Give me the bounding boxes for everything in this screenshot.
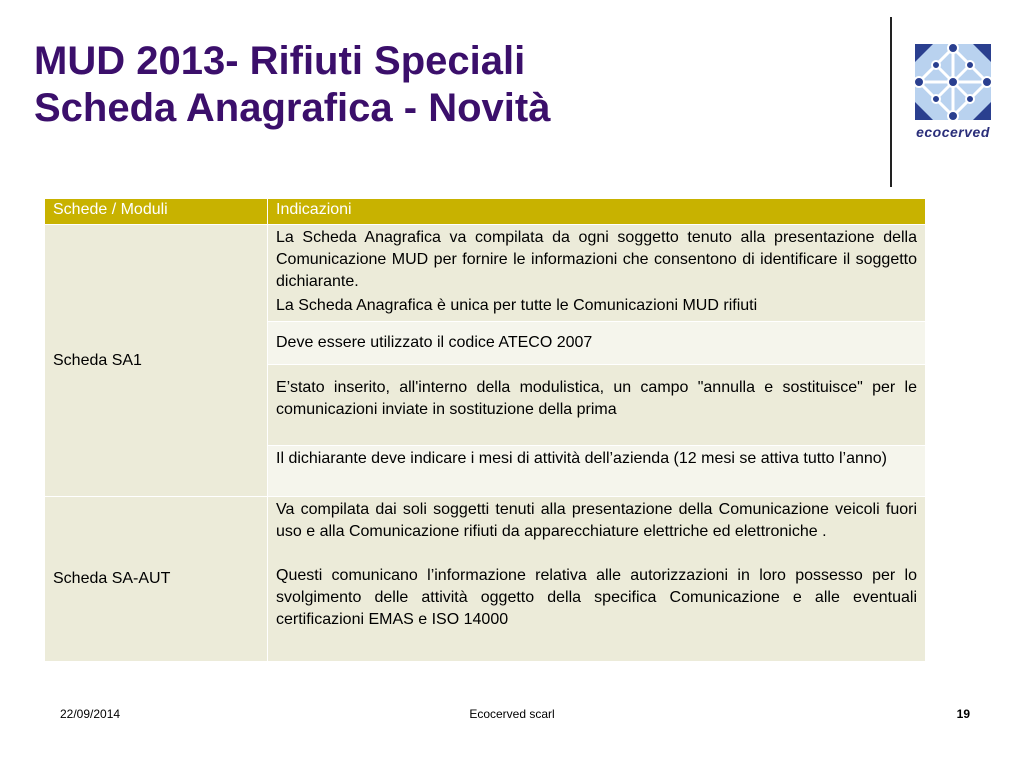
cell-paragraph: Il dichiarante deve indicare i mesi di attività dell’azienda (12 mesi se attiva tutto l’anno) — [276, 450, 887, 467]
cell-paragraph: La Scheda Anagrafica va compilata da ogni soggetto tenuto alla presentazione della Comunicazione MUD per fornire le informazioni che consentono di identificare il soggetto dichiarante. — [276, 229, 917, 290]
table-header-row — [45, 199, 926, 225]
table-cell — [268, 497, 926, 662]
scheda-sa-aut-label: Scheda SA-AUT — [45, 497, 268, 662]
table-cell — [268, 365, 926, 446]
table-row — [45, 497, 926, 662]
header-schede-moduli: Schede / Moduli — [45, 199, 268, 225]
paragraph-gap — [276, 543, 917, 565]
cell-paragraph: E’stato inserito, all'interno della modulistica, un campo "annulla e sostituisce" per le comunicazioni inviate in sostituzione della prima — [276, 379, 917, 418]
logo-text: ecocerved — [916, 124, 990, 140]
table-cell — [268, 446, 926, 497]
footer-date: 22/09/2014 — [60, 707, 121, 721]
table-row — [45, 225, 926, 322]
scheda-sa1-label: Scheda SA1 — [45, 225, 268, 497]
footer-company: Ecocerved scarl — [469, 707, 555, 721]
slide-title — [34, 38, 550, 132]
cell-paragraph: Va compilata dai soli soggetti tenuti alla presentazione della Comunicazione veicoli fuori uso e alla Comunicazione rifiuti da apparecchiature elettriche ed elettroniche . — [276, 501, 917, 540]
cell-paragraph: Deve essere utilizzato il codice ATECO 2007 — [276, 334, 593, 351]
header-indicazioni: Indicazioni — [268, 199, 926, 225]
cell-paragraph: Questi comunicano l’informazione relativa alle autorizzazioni in loro possesso per lo svolgimento delle attività oggetto della specifica Comunicazione e alle eventuali certificazioni EMAS e ISO 14000 — [276, 567, 917, 628]
info-table — [44, 198, 926, 662]
footer-page-number: 19 — [956, 707, 970, 721]
ecocerved-logo-icon — [905, 38, 1001, 124]
ecocerved-logo — [905, 38, 1001, 148]
cell-paragraph: La Scheda Anagrafica è unica per tutte le Comunicazioni MUD rifiuti — [276, 297, 758, 314]
table-cell — [268, 225, 926, 322]
header-divider — [890, 17, 892, 187]
table-cell — [268, 322, 926, 365]
slide-title-line2: Scheda Anagrafica - Novità — [34, 86, 551, 130]
slide-title-line1: MUD 2013- Rifiuti Speciali — [34, 39, 526, 83]
